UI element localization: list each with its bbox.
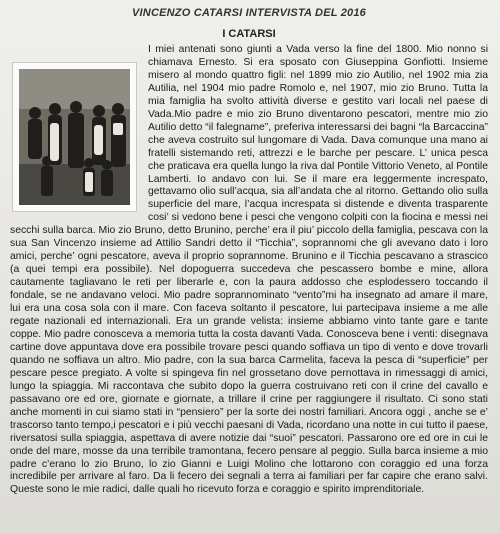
family-photo-frame — [12, 62, 137, 212]
document-body — [10, 44, 488, 497]
document-title: VINCENZO CATARSI INTERVISTA DEL 2016 — [132, 7, 366, 19]
section-heading: I CATARSI — [222, 28, 276, 40]
interview-text: I miei antenati sono giunti a Vada verso la fine del 1800. Mio nonno si chiamava Ernesto. Si era sposato con Giuseppina Gonfiotti. Insieme misero al mondo quattro figli: nel 1899 mio zio Autilio, nel 1902 mia zia Autilia, nel 1904 mio padre Romolo e, nel 1907, mio zio Bruno. Tutta la mia famiglia ha svolto attività diverse e gestito vari locali nel paese di Vada.Mio padre e mio zio Bruno diventarono pescatori, mentre mio zio Autilio detto “il falegname”, preferiva interessarsi dei bagni “la Barcaccina” che aveva costruito sul lungomare di Vada. Dava comunque una mano ai fratelli sistemando reti, attrezzi e le barche per pescare. L’ unica pesca che praticava era quella lungo la riva dal Pontile Vittorio Veneto, al Pontile Lamberti. Io andavo con lui. Se il mare era leggermente increspato, gettavamo olio sull’acqua, sia all’andata che al ritorno. Gettando olio sulla superficie del mare, l’acqua increspata si distende e diventa trasparente cosi’ si vedono bene i pesci che vengono colpiti con la fiocina e messi nei secchi sulla barca. Mio zio Bruno, detto Brunino, perche’ era il piu’ piccolo della famiglia, pescava con la sua San Vincenzo insieme ad Attilio Sandri detto il “Ticchia”, soprannomi che gli avevano dato i loro amici, perche’ ogni pescatore, aveva il proprio soprannome. Brunino e il Ticchia pescavano a strascico (a quei tempi era possibile). Nel dopoguerra succedeva che pescassero bombe e mine, allora cautamente tagliavano le reti per liberarle e, con la paura addosso che esplodessero toccando il fondale, se ne andavano veloci. Mio padre soprannominato “vento”mi ha insegnato ad amare il mare, lui era una cosa sola con il mare. Con faceva soltanto il pescatore, lui partecipava insieme a me alle regate nazionali ed internazionali. Era un grande velista: insieme abbiamo vinto tante gare e tante coppe. Mio padre conosceva a memoria tutta la costa davanti Vada. Conosceva bene i venti: disegnava cartine dove appuntava dove era possibile trovare pesci quando soffiava un tipo di vento e dove trovarli quando ne soffiava un altro. Mio padre, con la sua barca Carmelita, faceva la pesca di “superficie” per pescare pesce pregiato. A volte si spingeva fin nel grossetano dove pernottava in rimessaggi di amici, lungo la spiaggia. Mi raccontava che subito dopo la guerra costruivano reti con il crine del cavallo e passavano ore ed ore, giornate e giornate, a trillare il crine per raggiungere il risultato. Ci sono stati anche momenti in cui siamo stati in “pensiero” per la sorte dei nostri familiari. Ancora oggi , anche se e’ trascorso tanto tempo,i pescatori e i più vecchi paesani di Vada, ricordano una notte in cui tutto il paese, riversatosi sulla spiaggia, aspettava di avere notizie dai “suoi” pescatori. Passarono ore ed ore in cui le onde del mare, mosse da una terribile tramontana, fecero pensare al peggio. Sulla barca insieme a mio padre c’erano lo zio Bruno, lo zio Gianni e Luigi Molino che lottarono con coraggio ed una forza incredibile per arrivare al faro. Da li fecero dei segnali a terra ai familiari per far capire che erano salvi. Queste sono le mie radici, dalle quali ho ricevuto forza e coraggio e spirito imprenditoriale. — [10, 44, 488, 496]
family-photo — [19, 69, 130, 205]
family-photo-icon — [19, 69, 130, 205]
